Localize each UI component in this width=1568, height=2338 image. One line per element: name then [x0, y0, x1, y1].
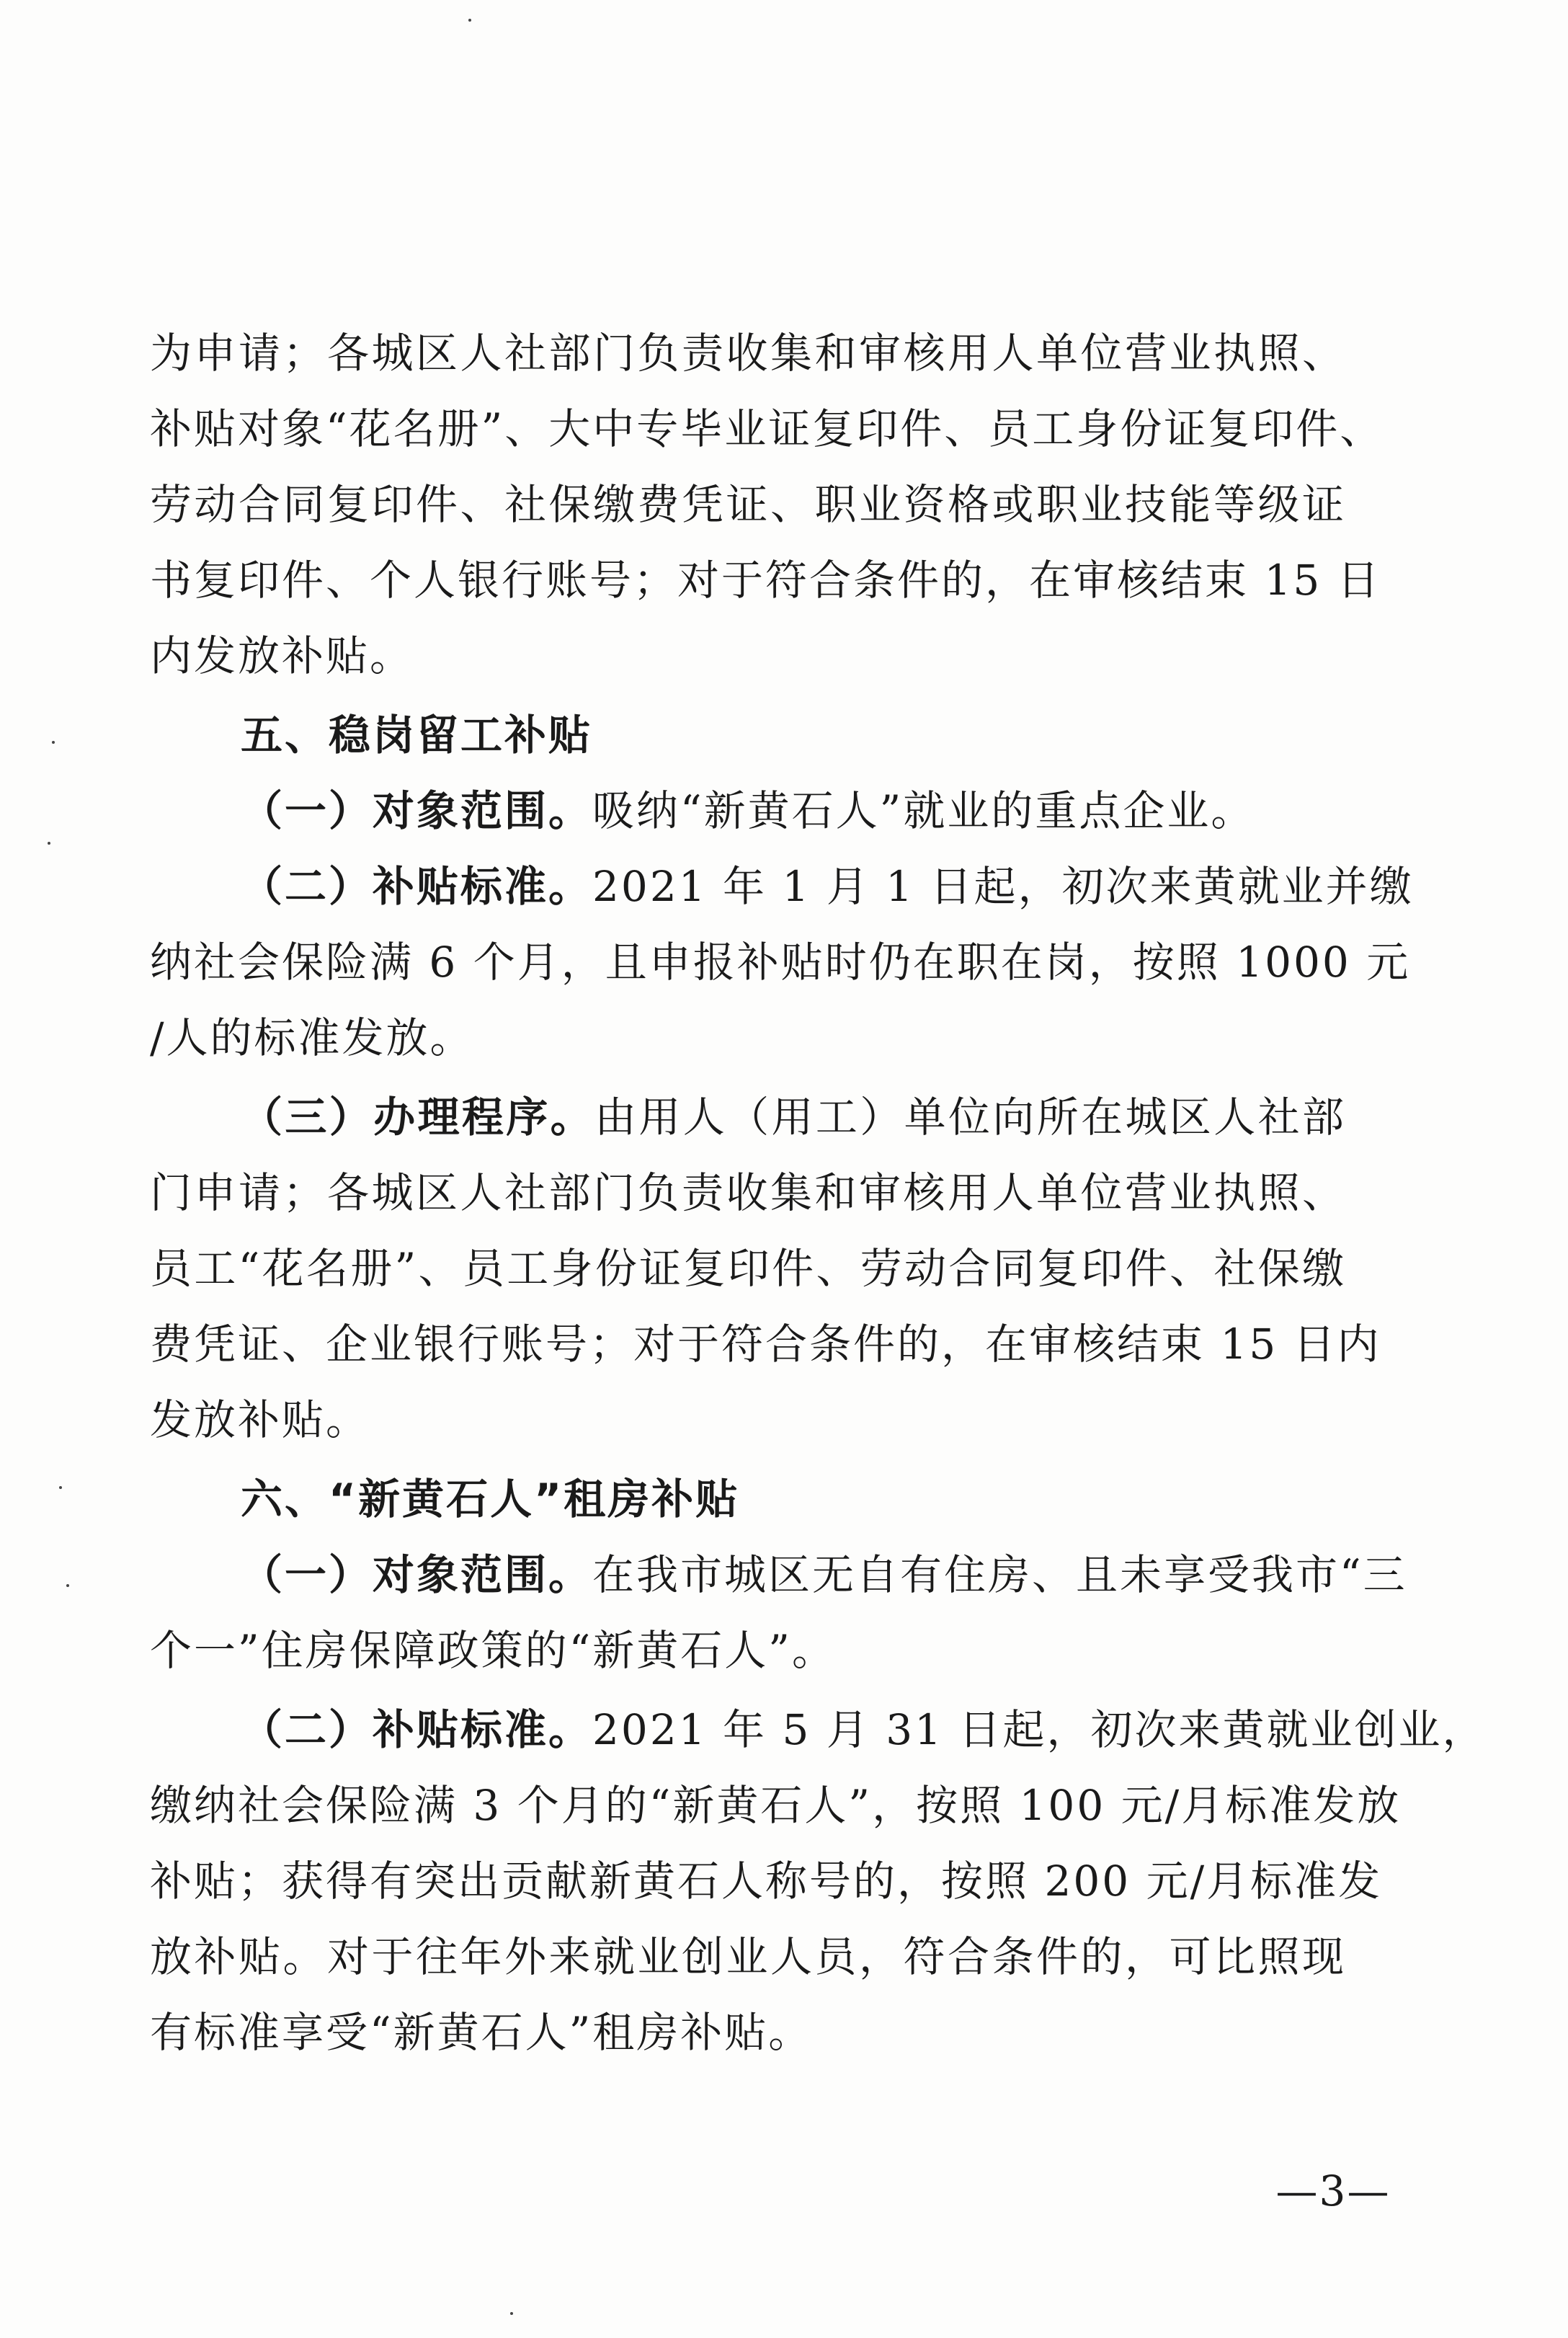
- scan-speck: [510, 2312, 513, 2315]
- body-line: 内发放补贴。: [150, 631, 414, 680]
- body-line: 纳社会保险满 6 个月，且申报补贴时仍在职在岗，按照 1000 元: [150, 938, 1411, 987]
- body-line: 劳动合同复印件、社保缴费凭证、职业资格或职业技能等级证: [150, 480, 1346, 529]
- item-label: （二）补贴标准。: [241, 862, 593, 911]
- item-text: 由用人（用工）单位向所在城区人社部: [594, 1093, 1346, 1142]
- paragraph-first-line: [241, 1694, 1487, 1766]
- item-label: （三）办理程序。: [241, 1093, 594, 1142]
- scan-speck: [66, 1584, 69, 1587]
- body-line: 有标准享受“新黄石人”租房补贴。: [150, 2008, 813, 2057]
- section-heading: 六、“新黄石人”租房补贴: [241, 1475, 740, 1524]
- body-line: 补贴对象“花名册”、大中专毕业证复印件、员工身份证复印件、: [150, 404, 1384, 453]
- item-text: 在我市城区无自有住房、且未享受我市“三: [592, 1550, 1407, 1599]
- scan-speck: [59, 1486, 62, 1489]
- body-line: 发放补贴。: [150, 1395, 370, 1444]
- scan-speck: [48, 842, 50, 845]
- paragraph-first-line: [241, 1081, 1346, 1153]
- body-line: 费凭证、企业银行账号；对于符合条件的，在审核结束 15 日内: [150, 1320, 1381, 1369]
- page-number: —3—: [1275, 2166, 1391, 2215]
- body-line: /人的标准发放。: [150, 1013, 474, 1062]
- paragraph-first-line: [241, 850, 1414, 923]
- body-line: 个一”住房保障政策的“新黄石人”。: [150, 1626, 836, 1675]
- item-text: 2021 年 5 月 31 日起，初次来黄就业创业，: [592, 1705, 1487, 1754]
- body-line: 缴纳社会保险满 3 个月的“新黄石人”，按照 100 元/月标准发放: [150, 1781, 1402, 1830]
- scan-speck: [52, 741, 55, 744]
- item-text: 2021 年 1 月 1 日起，初次来黄就业并缴: [592, 862, 1414, 911]
- body-line: 放补贴。对于往年外来就业创业人员，符合条件的，可比照现: [150, 1932, 1346, 1981]
- paragraph-first-line: [241, 775, 1346, 847]
- item-label: （二）补贴标准。: [241, 1705, 593, 1754]
- body-line: 书复印件、个人银行账号；对于符合条件的，在审核结束 15 日: [150, 556, 1381, 605]
- item-label: （一）对象范围。: [241, 1550, 593, 1599]
- scan-speck: [468, 19, 471, 22]
- body-line: 为申请；各城区人社部门负责收集和审核用人单位营业执照、: [150, 329, 1346, 378]
- paragraph-first-line: [241, 1539, 1407, 1611]
- item-label: （一）对象范围。: [241, 786, 593, 835]
- body-line: 员工“花名册”、员工身份证复印件、劳动合同复印件、社保缴: [150, 1244, 1346, 1293]
- section-heading: 五、稳岗留工补贴: [241, 711, 593, 760]
- body-line: 门申请；各城区人社部门负责收集和审核用人单位营业执照、: [150, 1168, 1346, 1217]
- item-text: 吸纳“新黄石人”就业的重点企业。: [592, 786, 1255, 835]
- body-line: 补贴；获得有突出贡献新黄石人称号的，按照 200 元/月标准发: [150, 1857, 1383, 1906]
